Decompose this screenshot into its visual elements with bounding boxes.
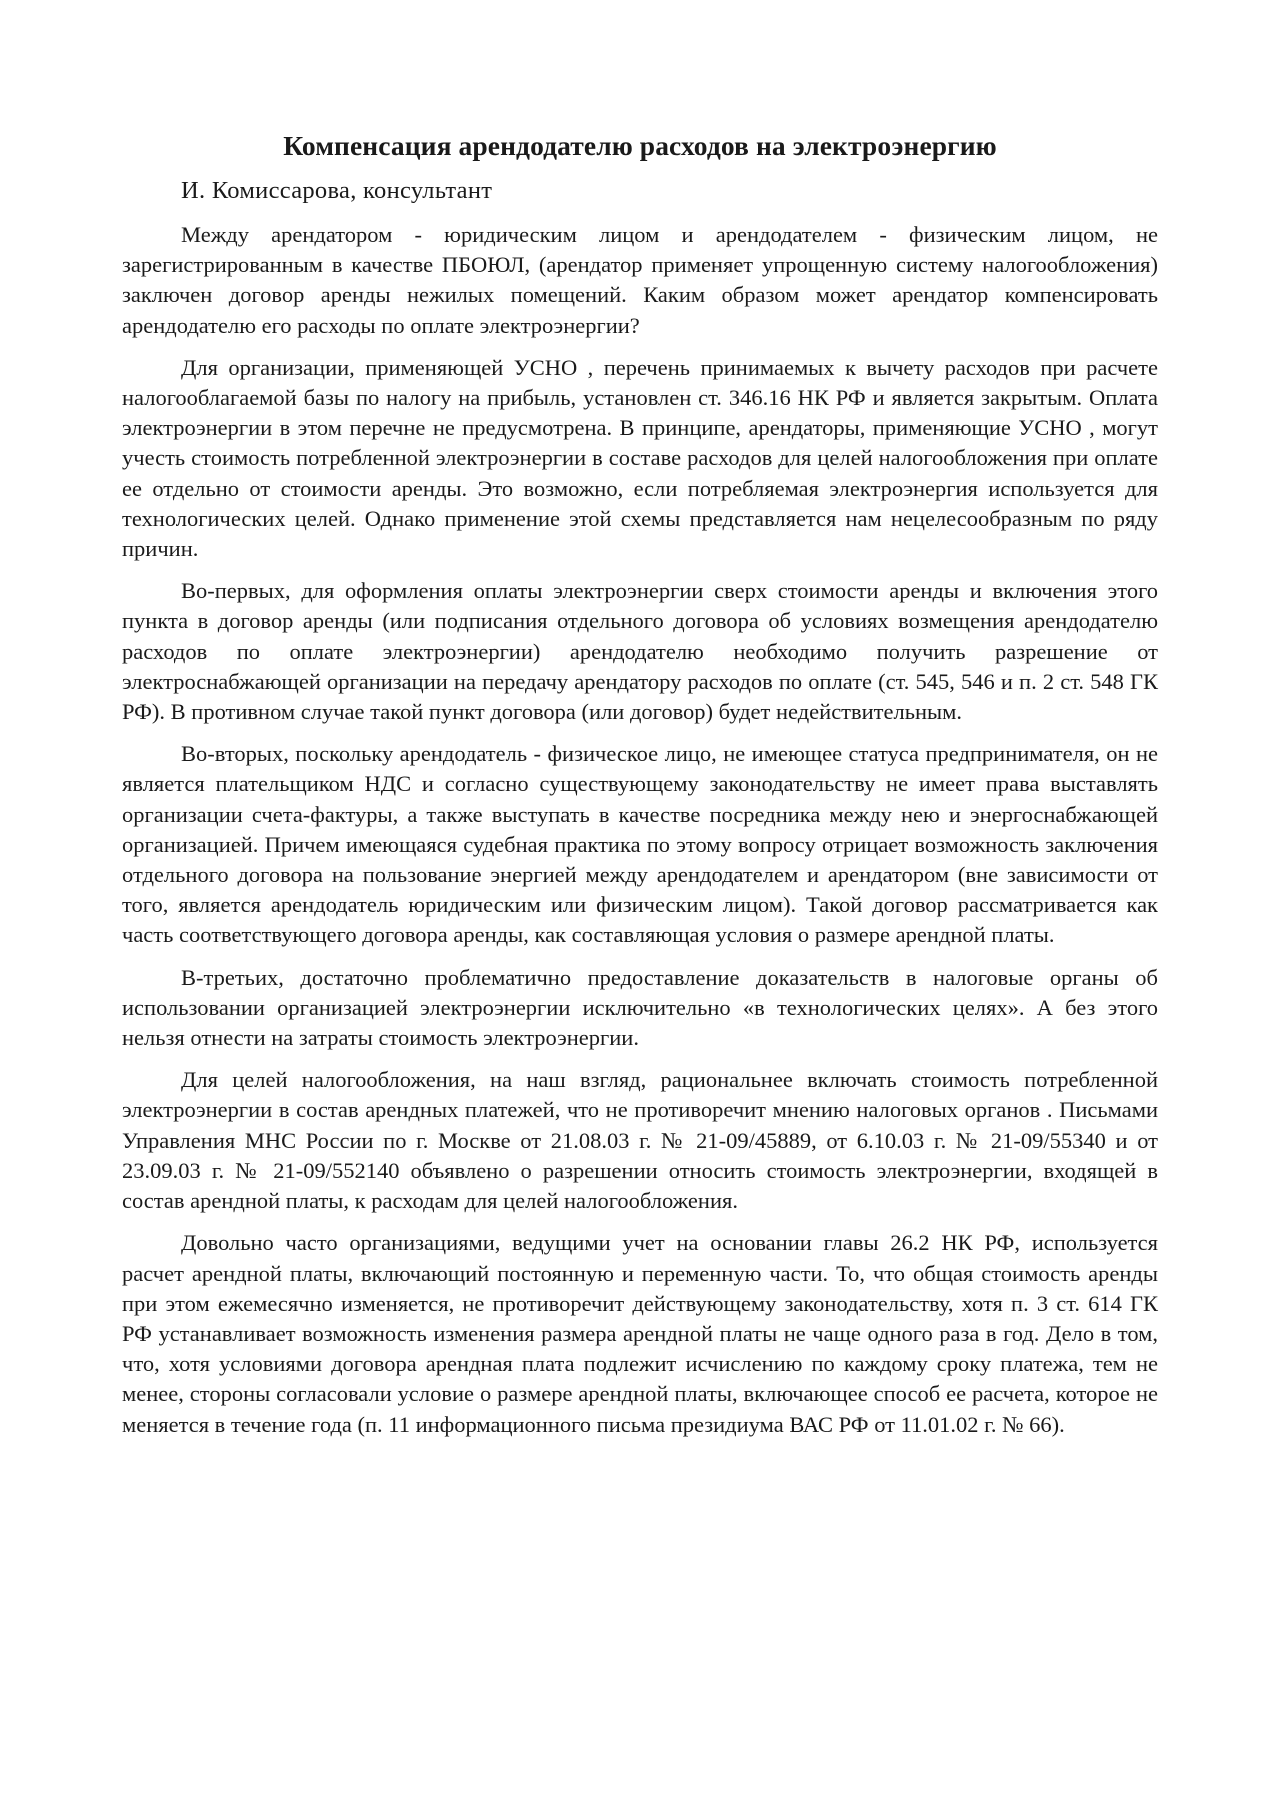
paragraph-firstly: Во-первых, для оформления оплаты электроэнергии сверх стоимости аренды и включения этого пункта в договор аренды (или подписания отдельного договора об условиях возмещения арендодателю расходов по оплате электроэнергии) арендодателю необходимо получить разрешение от электроснабжающей организации на передачу арендатору расходов по оплате (ст. 545, 546 и п. 2 ст. 548 ГК РФ). В противном случае такой пункт договора (или договор) будет недействительным.	[122, 578, 1158, 725]
paragraph-question: Между арендатором - юридическим лицом и арендодателем - физическим лицом, не зарегистрированным в качестве ПБОЮЛ, (арендатор применяет упрощенную систему налогообложения) заключен договор аренды нежилых помещений. Каким образом может арендатор компенсировать арендодателю его расходы по оплате электроэнергии?	[122, 222, 1158, 338]
paragraph-thirdly: В-третьих, достаточно проблематично предоставление доказательств в налоговые органы об использовании организацией электроэнергии исключительно «в технологических целях». А без этого нельзя отнести на затраты стоимость электроэнергии.	[122, 964, 1158, 1051]
paragraph-rent-calculation: Довольно часто организациями, ведущими учет на основании главы 26.2 НК РФ, используется расчет арендной платы, включающий постоянную и переменную части. То, что общая стоимость аренды при этом ежемесячно изменяется, не противоречит действующему законодательству, хотя п. 3 ст. 614 ГК РФ устанавливает возможность изменения размера арендной платы не чаще одного раза в год. Дело в том, что, хотя условиями договора арендная плата подлежит исчислению по каждому сроку платежа, тем не менее, стороны согласовали условие о размере арендной платы, включающее способ ее расчета, которое не меняется в течение года (п. 11 информационного письма президиума ВАС РФ от 11.01.02 г. № 66).	[122, 1230, 1158, 1437]
paragraph-usno-expenses: Для организации, применяющей УСНО , перечень принимаемых к вычету расходов при расчете налогооблагаемой базы по налогу на прибыль, установлен ст. 346.16 НК РФ и является закрытым. Оплата электроэнергии в этом перечне не предусмотрена. В принципе, арендаторы, применяющие УСНО , могут учесть стоимость потребленной электроэнергии в составе расходов для целей налогообложения при оплате ее отдельно от стоимости аренды. Это возможно, если потребляемая электроэнергия используется для технологических целей. Однако применение этой схемы представляется нам нецелесообразным по ряду причин.	[122, 354, 1158, 562]
article-body	[122, 128, 1158, 1452]
article-author: И. Комиссарова, консультант	[181, 177, 493, 204]
paragraph-secondly: Во-вторых, поскольку арендодатель - физическое лицо, не имеющее статуса предпринимателя, он не является плательщиком НДС и согласно существующему законодательству не имеет права выставлять организации счета-фактуры, а также выступать в качестве посредника между нею и энергоснабжающей организацией. Причем имеющаяся судебная практика по этому вопросу отрицает возможность заключения отдельного договора на пользование энергией между арендодателем и арендатором (вне зависимости от того, является арендодатель юридическим или физическим лицом). Такой договор рассматривается как часть соответствующего договора аренды, как составляющая условия о размере арендной платы.	[122, 741, 1158, 948]
paragraph-tax-letters: Для целей налогообложения, на наш взгляд, рациональнее включать стоимость потребленной электроэнергии в состав арендных платежей, что не противоречит мнению налоговых органов . Письмами Управления МНС России по г. Москве от 21.08.03 г. № 21-09/45889, от 6.10.03 г. № 21-09/55340 и от 23.09.03 г. № 21-09/552140 объявлено о разрешении относить стоимость электроэнергии, входящей в состав арендной платы, к расходам для целей налогообложения.	[122, 1067, 1158, 1214]
article-title: Компенсация арендодателю расходов на электроэнергию	[283, 130, 997, 161]
